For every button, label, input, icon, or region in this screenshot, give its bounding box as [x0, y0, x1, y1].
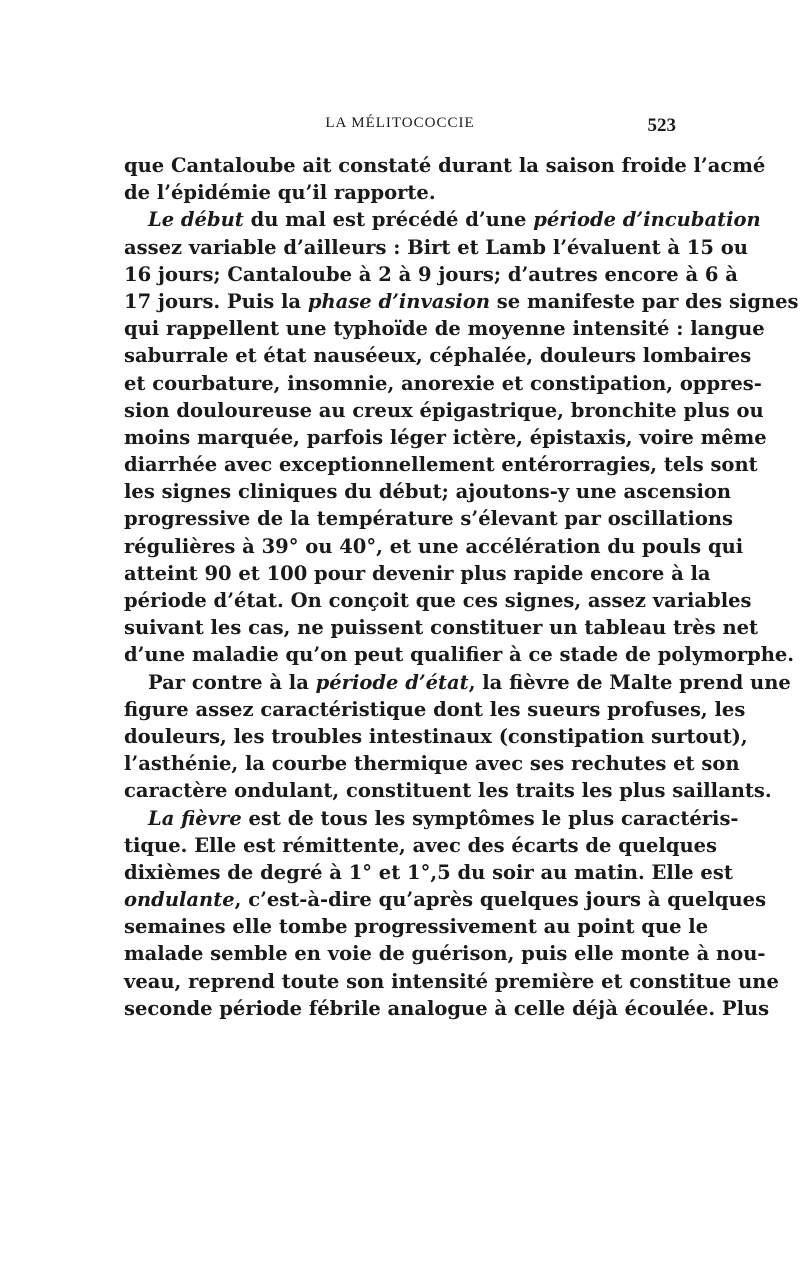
text-line: progressive de la température s’élevant par oscillations	[124, 507, 733, 531]
text-line: malade semble en voie de guérison, puis elle monte à nou-	[124, 942, 766, 966]
italic-term: La fièvre	[148, 806, 242, 830]
text-line: 17 jours. Puis la phase d’invasion se manifeste par des signes	[124, 289, 799, 313]
text-line: assez variable d’ailleurs : Birt et Lamb l’évaluent à 15 ou	[124, 235, 748, 259]
text-line: et courbature, insomnie, anorexie et constipation, oppres-	[124, 371, 762, 395]
italic-term: période d’état	[315, 670, 469, 694]
body-text	[124, 152, 799, 1022]
text-line: l’asthénie, la courbe thermique avec ses rechutes et son	[124, 752, 740, 776]
text-line: régulières à 39° ou 40°, et une accélération du pouls qui	[124, 534, 744, 558]
text-line: qui rappellent une typhoïde de moyenne intensité : langue	[124, 317, 765, 341]
italic-term: période d’incubation	[533, 208, 761, 232]
text-line: veau, reprend toute son intensité première et constitue une	[124, 969, 779, 993]
text-line: figure assez caractéristique dont les sueurs profuses, les	[124, 697, 746, 721]
text-line: dixièmes de degré à 1° et 1°,5 du soir au matin. Elle est	[124, 860, 733, 884]
text-line: que Cantaloube ait constaté durant la saison froide l’acmé	[124, 154, 766, 177]
italic-term: ondulante	[124, 888, 235, 912]
text-line: atteint 90 et 100 pour devenir plus rapide encore à la	[124, 561, 711, 585]
text-line: 16 jours; Cantaloube à 2 à 9 jours; d’autres encore à 6 à	[124, 262, 738, 286]
italic-term: phase d’invasion	[307, 289, 491, 313]
running-head	[124, 115, 676, 139]
paragraph-start-line: La fièvre est de tous les symptômes le plus caractéris-	[148, 806, 739, 830]
text-line: douleurs, les troubles intestinaux (constipation surtout),	[124, 724, 748, 748]
text-line: sion douloureuse au creux épigastrique, bronchite plus ou	[124, 398, 764, 422]
text-line: les signes cliniques du début; ajoutons-y une ascension	[124, 480, 732, 504]
text-line: ondulante, c’est-à-dire qu’après quelques jours à quelques	[124, 888, 767, 912]
italic-term: Le début	[148, 208, 244, 232]
text-line: tique. Elle est rémittente, avec des écarts de quelques	[124, 833, 718, 857]
paragraph-start-line: Par contre à la période d’état, la fièvre de Malte prend une	[148, 670, 791, 694]
text-line: période d’état. On conçoit que ces signes, assez variables	[124, 589, 752, 612]
text-line: d’une maladie qu’on peut qualifier à ce stade de polymorphe.	[124, 643, 795, 667]
text-line: seconde période fébrile analogue à celle déjà écoulée. Plus	[124, 996, 770, 1020]
text-line: saburrale et état nauséeux, céphalée, douleurs lombaires	[124, 344, 752, 368]
page-number: 523	[647, 115, 676, 136]
text-line: moins marquée, parfois léger ictère, épistaxis, voire même	[124, 425, 767, 449]
text-line: de l’épidémie qu’il rapporte.	[124, 181, 436, 205]
text-line: diarrhée avec exceptionnellement entérorragies, tels sont	[124, 453, 758, 477]
running-title: LA MÉLITOCOCCIE	[325, 115, 475, 131]
paragraph-start-line: Le début du mal est précédé d’une période d’incubation	[148, 208, 761, 232]
text-line: suivant les cas, ne puissent constituer un tableau très net	[124, 616, 759, 640]
text-line: caractère ondulant, constituent les traits les plus saillants.	[124, 779, 772, 803]
text-line: semaines elle tombe progressivement au point que le	[124, 915, 709, 939]
